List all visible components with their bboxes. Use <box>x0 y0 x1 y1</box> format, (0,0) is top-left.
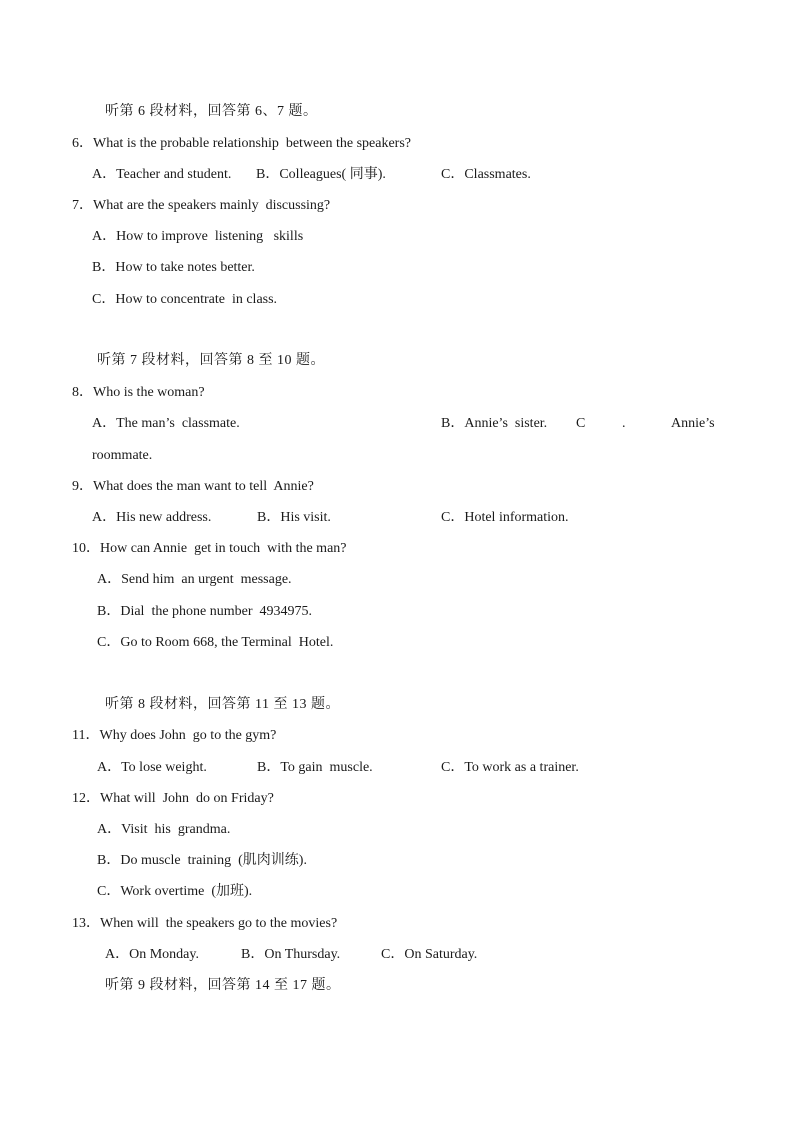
question-6-stem: 6．What is the probable relationship between the speakers? <box>72 136 411 151</box>
question-9-stem: 9．What does the man want to tell Annie? <box>72 479 314 494</box>
question-13-option-a: A．On Monday. <box>105 947 199 962</box>
question-11-option-c: C．To work as a trainer. <box>441 760 579 775</box>
question-10-option-b: B．Dial the phone number 4934975. <box>97 604 313 619</box>
question-6-option-c: C．Classmates. <box>441 167 531 182</box>
question-11-option-b: B．To gain muscle. <box>257 760 373 775</box>
question-11-option-a: A．To lose weight. <box>97 760 207 775</box>
question-6-option-b: B．Colleagues( 同事). <box>256 167 386 182</box>
question-10-stem: 10．How can Annie get in touch with the man? <box>72 541 347 556</box>
question-13-option-b: B．On Thursday. <box>241 947 341 962</box>
question-8-stem: 8．Who is the woman? <box>72 385 205 400</box>
question-8-option-c-letter: C <box>576 416 586 431</box>
question-7-option-a: A．How to improve listening skills <box>92 229 304 244</box>
question-8-option-c-continued: roommate. <box>92 448 153 463</box>
section-heading-9: 听第 9 段材料，回答第 14 至 17 题。 <box>105 978 341 993</box>
question-9-option-b: B．His visit. <box>257 510 331 525</box>
question-8-option-c-text: Annie’s <box>671 416 715 431</box>
question-12-option-c: C．Work overtime (加班). <box>97 884 253 899</box>
question-12-stem: 12．What will John do on Friday? <box>72 791 274 806</box>
section-heading-7: 听第 7 段材料，回答第 8 至 10 题。 <box>97 353 325 368</box>
section-heading-8: 听第 8 段材料，回答第 11 至 13 题。 <box>105 697 340 712</box>
question-7-option-c: C．How to concentrate in class. <box>92 292 278 307</box>
question-10-option-a: A．Send him an urgent message. <box>97 572 292 587</box>
question-13-option-c: C．On Saturday. <box>381 947 478 962</box>
question-12-option-a: A．Visit his grandma. <box>97 822 231 837</box>
question-13-stem: 13．When will the speakers go to the movies? <box>72 916 338 931</box>
section-heading-6: 听第 6 段材料，回答第 6、7 题。 <box>105 104 318 119</box>
question-8-option-a: A．The man’s classmate. <box>92 416 240 431</box>
question-7-option-b: B．How to take notes better. <box>92 260 255 275</box>
question-12-option-b: B．Do muscle training (肌肉训练). <box>97 853 307 868</box>
question-7-stem: 7．What are the speakers mainly discussing? <box>72 198 331 213</box>
question-11-stem: 11．Why does John go to the gym? <box>72 728 277 743</box>
question-10-option-c: C．Go to Room 668, the Terminal Hotel. <box>97 635 334 650</box>
question-9-option-c: C．Hotel information. <box>441 510 569 525</box>
question-9-option-a: A．His new address. <box>92 510 212 525</box>
question-6-option-a: A．Teacher and student. <box>92 167 232 182</box>
question-8-option-b: B．Annie’s sister. <box>441 416 548 431</box>
question-8-option-c-dot: . <box>622 416 626 431</box>
